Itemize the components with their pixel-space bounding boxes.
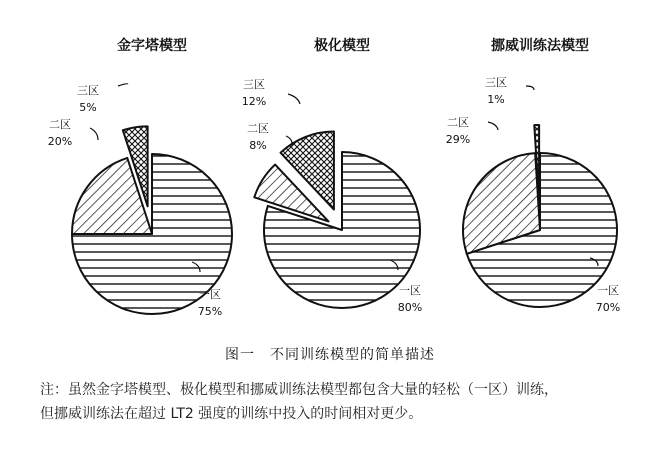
- leader-line: [488, 122, 498, 130]
- leader-line: [90, 128, 98, 140]
- slice-label: 二区: [447, 116, 469, 129]
- slice-percent: 12%: [241, 95, 267, 108]
- pie-chart-1: [48, 37, 232, 318]
- slice-percent: 75%: [197, 305, 223, 318]
- slice-label: 三区: [485, 76, 507, 89]
- note-line-1: 注：虽然金字塔模型、极化模型和挪威训练法模型都包含大量的轻松（一区）训练，: [40, 382, 558, 398]
- slice-percent: 20%: [47, 135, 73, 148]
- slice-label: 二区: [49, 118, 71, 131]
- slice-percent: 29%: [445, 133, 471, 146]
- leader-line: [118, 84, 128, 86]
- slice-label: 一区: [199, 288, 221, 301]
- pie-title: 挪威训练法模型: [491, 38, 589, 54]
- pie-chart-3: [446, 37, 620, 314]
- figure-note: [40, 378, 652, 426]
- slice-label: 一区: [597, 284, 619, 297]
- note-line-2: 但挪威训练法在超过 LT2 强度的训练中投入的时间相对更少。: [40, 406, 423, 422]
- figure-caption: 图一 不同训练模型的简单描述: [225, 347, 435, 363]
- slice-label: 一区: [399, 284, 421, 297]
- pie-title: 极化模型: [314, 38, 370, 54]
- slice-label: 三区: [77, 84, 99, 97]
- slice-label: 三区: [243, 78, 265, 91]
- leader-line: [526, 86, 534, 90]
- slice-percent: 8%: [249, 139, 267, 152]
- pie-title: 金字塔模型: [117, 38, 187, 54]
- slice-percent: 5%: [79, 101, 97, 114]
- pie-slice-一区: [264, 152, 420, 308]
- slice-percent: 1%: [487, 93, 505, 106]
- slice-label: 二区: [247, 122, 269, 135]
- slice-percent: 70%: [595, 301, 621, 314]
- slice-percent: 80%: [397, 301, 423, 314]
- leader-line: [288, 94, 300, 104]
- pie-chart-2: [242, 37, 422, 314]
